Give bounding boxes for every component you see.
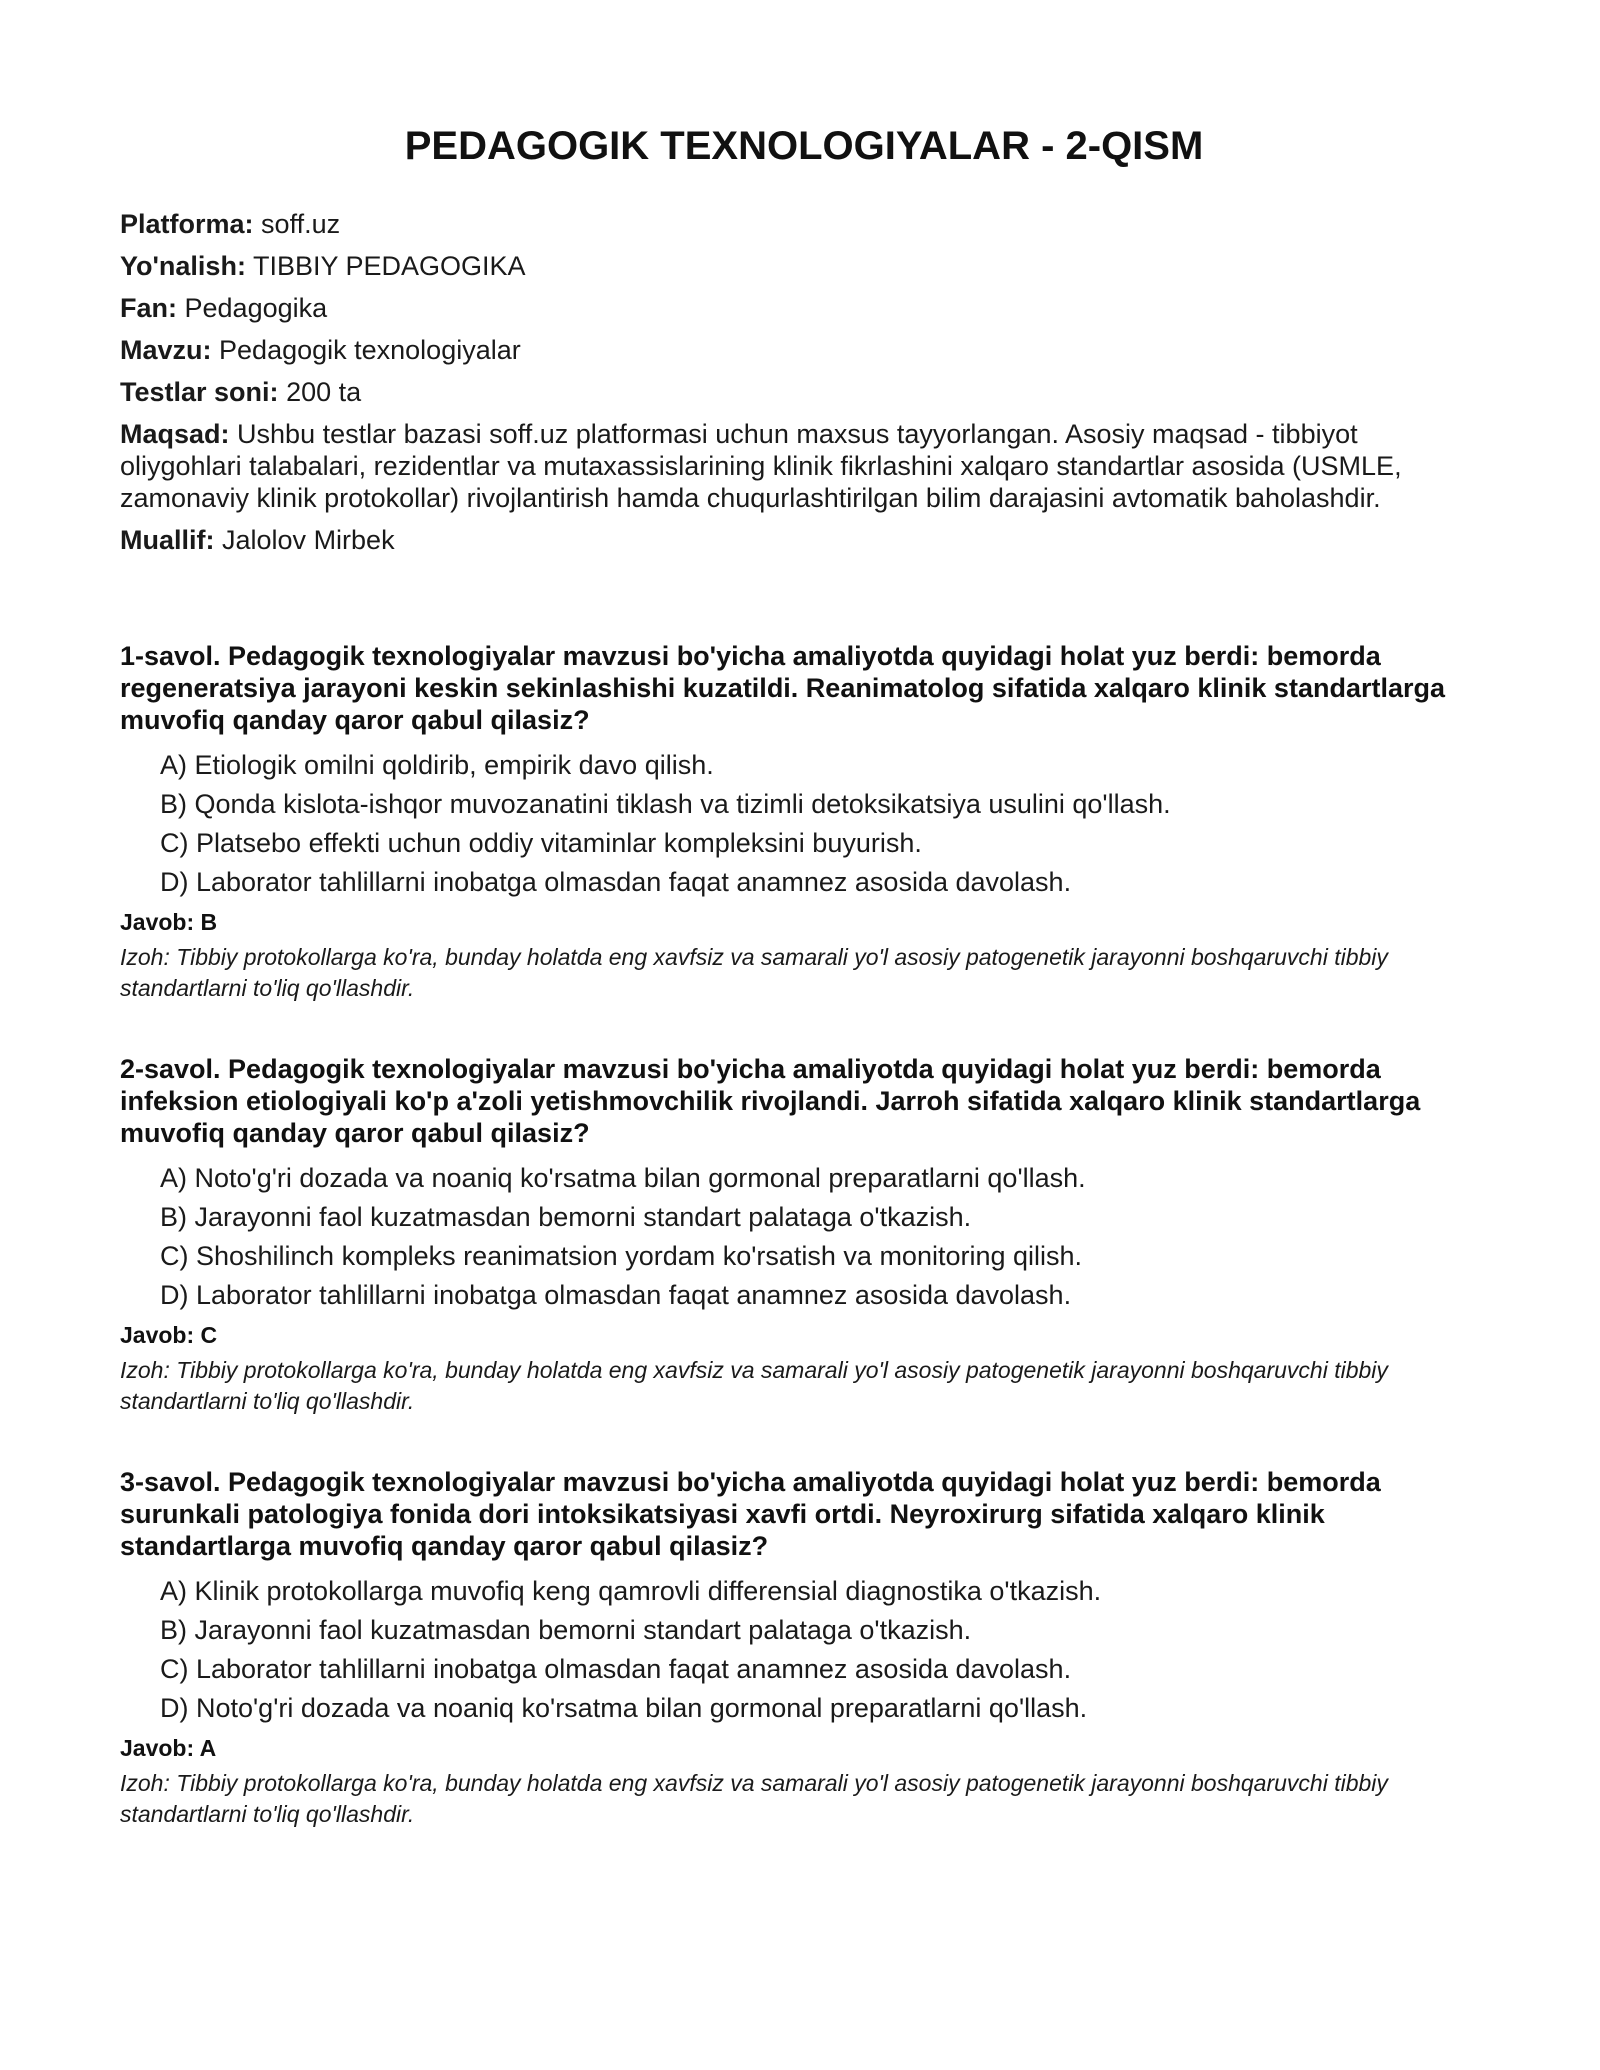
document-page <box>120 118 1480 1879</box>
meta-value: Ushbu testlar bazasi soff.uz platformasi uchun maxsus tayyorlangan. Asosiy maqsad - tibbiyot oliygohlari talabalari, rezidentlar va mutaxassislarining klinik fikrlashini xalqaro standartlar asosida (USMLE, zamonaviy klinik protokollar) rivojlantirish hamda chuqurlashtirilgan bilim darajasini avtomatik baholashdir. <box>120 419 1402 513</box>
answer-key: Javob: B <box>120 909 218 935</box>
document-meta <box>120 208 1480 556</box>
question-block <box>120 640 1480 1004</box>
option-a: A) Noto'g'ri dozada va noaniq ko'rsatma bilan gormonal preparatlarni qo'llash. <box>160 1163 1086 1193</box>
meta-topic <box>120 334 1480 366</box>
meta-label: Platforma: <box>120 209 254 239</box>
option-d: D) Laborator tahlillarni inobatga olmasdan faqat anamnez asosida davolash. <box>160 867 1072 897</box>
option-b: B) Qonda kislota-ishqor muvozanatini tiklash va tizimli detoksikatsiya usulini qo'llash. <box>160 789 1171 819</box>
option-b: B) Jarayonni faol kuzatmasdan bemorni standart palataga o'tkazish. <box>160 1202 972 1232</box>
meta-value: 200 ta <box>286 377 362 407</box>
answer-options <box>120 749 1480 898</box>
meta-platform <box>120 208 1480 240</box>
answer-key: Javob: A <box>120 1735 217 1761</box>
option-c: C) Shoshilinch kompleks reanimatsion yordam ko'rsatish va monitoring qilish. <box>160 1241 1083 1271</box>
meta-value: Pedagogik texnologiyalar <box>219 335 521 365</box>
meta-label: Muallif: <box>120 525 215 555</box>
meta-label: Yo'nalish: <box>120 251 246 281</box>
meta-value: Pedagogika <box>184 293 328 323</box>
answer-explanation: Izoh: Tibbiy protokollarga ko'ra, bunday holatda eng xavfsiz va samarali yo'l asosiy patogenetik jarayonni boshqaruvchi tibbiy standartlarni to'liq qo'llashdir. <box>120 1770 1388 1827</box>
question-text: 3-savol. Pedagogik texnologiyalar mavzusi bo'yicha amaliyotda quyidagi holat yuz berdi: bemorda surunkali patologiya fonida dori intoksikatsiyasi xavfi ortdi. Neyroxirurg sifatida xalqaro klinik standartlarga muvofiq qanday qaror qabul qilasiz? <box>120 1467 1381 1561</box>
meta-value: soff.uz <box>261 209 341 239</box>
meta-goal <box>120 418 1480 514</box>
option-d: D) Laborator tahlillarni inobatga olmasdan faqat anamnez asosida davolash. <box>160 1280 1072 1310</box>
answer-key: Javob: C <box>120 1322 218 1348</box>
meta-subject <box>120 292 1480 324</box>
answer-options <box>120 1162 1480 1311</box>
meta-value: Jalolov Mirbek <box>222 525 395 555</box>
question-text: 2-savol. Pedagogik texnologiyalar mavzusi bo'yicha amaliyotda quyidagi holat yuz berdi: bemorda infeksion etiologiyali ko'p a'zoli yetishmovchilik rivojlandi. Jarroh sifatida xalqaro klinik standartlarga muvofiq qanday qaror qabul qilasiz? <box>120 1054 1421 1148</box>
option-d: D) Noto'g'ri dozada va noaniq ko'rsatma bilan gormonal preparatlarni qo'llash. <box>160 1693 1088 1723</box>
question-list <box>120 640 1480 1830</box>
option-a: A) Klinik protokollarga muvofiq keng qamrovli differensial diagnostika o'tkazish. <box>160 1576 1102 1606</box>
answer-explanation: Izoh: Tibbiy protokollarga ko'ra, bunday holatda eng xavfsiz va samarali yo'l asosiy patogenetik jarayonni boshqaruvchi tibbiy standartlarni to'liq qo'llashdir. <box>120 1357 1388 1414</box>
meta-author <box>120 524 1480 556</box>
meta-value: TIBBIY PEDAGOGIKA <box>252 251 526 281</box>
question-block <box>120 1053 1480 1417</box>
question-block <box>120 1466 1480 1830</box>
document-title: PEDAGOGIK TEXNOLOGIYALAR - 2-QISM <box>404 124 1204 168</box>
option-b: B) Jarayonni faol kuzatmasdan bemorni standart palataga o'tkazish. <box>160 1615 972 1645</box>
meta-direction <box>120 250 1480 282</box>
meta-test-count <box>120 376 1480 408</box>
meta-label: Fan: <box>120 293 177 323</box>
option-a: A) Etiologik omilni qoldirib, empirik davo qilish. <box>160 750 714 780</box>
answer-explanation: Izoh: Tibbiy protokollarga ko'ra, bunday holatda eng xavfsiz va samarali yo'l asosiy patogenetik jarayonni boshqaruvchi tibbiy standartlarni to'liq qo'llashdir. <box>120 944 1388 1001</box>
meta-label: Testlar soni: <box>120 377 279 407</box>
option-c: C) Platsebo effekti uchun oddiy vitaminlar kompleksini buyurish. <box>160 828 922 858</box>
question-text: 1-savol. Pedagogik texnologiyalar mavzusi bo'yicha amaliyotda quyidagi holat yuz berdi: bemorda regeneratsiya jarayoni keskin sekinlashishi kuzatildi. Reanimatolog sifatida xalqaro klinik standartlarga muvofiq qanday qaror qabul qilasiz? <box>120 641 1445 735</box>
option-c: C) Laborator tahlillarni inobatga olmasdan faqat anamnez asosida davolash. <box>160 1654 1072 1684</box>
meta-label: Maqsad: <box>120 419 230 449</box>
meta-label: Mavzu: <box>120 335 212 365</box>
answer-options <box>120 1575 1480 1724</box>
